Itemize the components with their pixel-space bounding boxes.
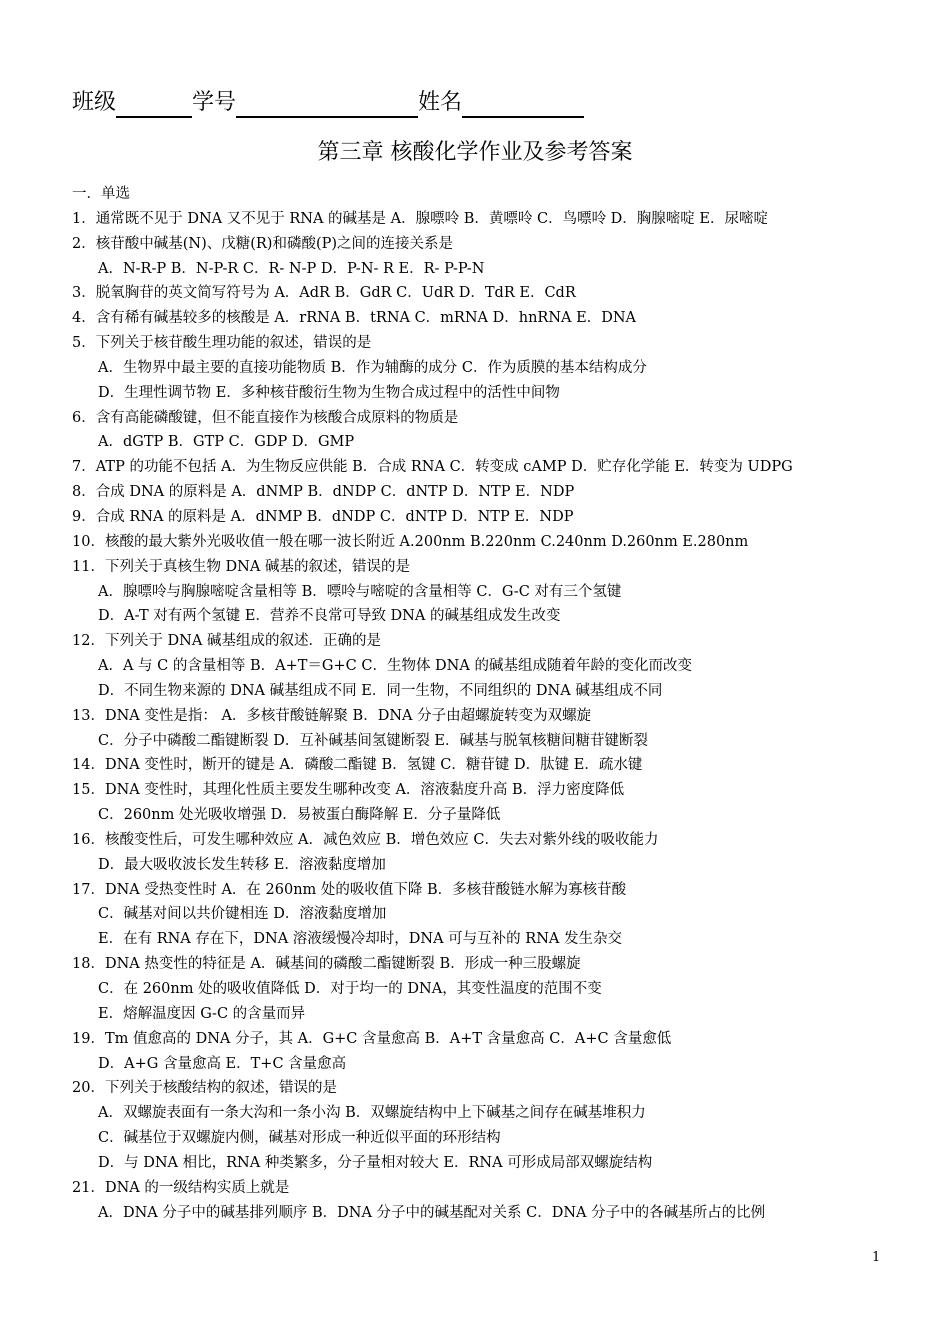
page-number: 1 — [872, 1250, 881, 1265]
option-line: D．生理性调节物 E．多种核苷酸衍生物为生物合成过程中的活性中间物 — [98, 384, 560, 401]
option-line: E．在有 RNA 存在下，DNA 溶液缓慢冷却时，DNA 可与互补的 RNA 发生杂交 — [98, 931, 622, 948]
option-line: D．A+G 含量愈高 E．T+C 含量愈高 — [98, 1055, 347, 1072]
question-list — [72, 182, 892, 1225]
option-line: D．A-T 对有两个氢键 E．营养不良常可导致 DNA 的碱基组成发生改变 — [98, 608, 561, 625]
option-line: D．不同生物来源的 DNA 碱基组成不同 E．同一生物，不同组织的 DNA 碱基组成不同 — [98, 682, 663, 699]
question-line: 9．合成 RNA 的原料是 A．dNMP B．dNDP C．dNTP D．NTP E．NDP — [72, 508, 574, 525]
option-line: A．腺嘌呤与胸腺嘧啶含量相等 B．嘌呤与嘧啶的含量相等 C．G-C 对有三个氢键 — [98, 583, 622, 600]
question-line: 18．DNA 热变性的特征是 A．碱基间的磷酸二酯键断裂 B．形成一种三股螺旋 — [72, 956, 581, 973]
question-line: 7．ATP 的功能不包括 A．为生物反应供能 B．合成 RNA C．转变成 cAMP D．贮存化学能 E．转变为 UDPG — [72, 459, 793, 476]
option-line: C．260nm 处光吸收增强 D．易被蛋白酶降解 E．分子量降低 — [98, 807, 501, 824]
question-line: 11．下列关于真核生物 DNA 碱基的叙述，错误的是 — [72, 558, 410, 575]
class-blank[interactable] — [116, 92, 192, 118]
option-line: E．熔解温度因 G-C 的含量而异 — [98, 1005, 306, 1022]
option-line: A．dGTP B．GTP C．GDP D．GMP — [98, 434, 355, 451]
question-line: 16．核酸变性后，可发生哪种效应 A．减色效应 B．增色效应 C．失去对紫外线的吸收能力 — [72, 831, 659, 848]
question-line: 19．Tm 值愈高的 DNA 分子，其 A．G+C 含量愈高 B．A+T 含量愈高 C．A+C 含量愈低 — [72, 1030, 672, 1047]
question-line: 20．下列关于核酸结构的叙述，错误的是 — [72, 1080, 337, 1097]
question-line: 6．含有高能磷酸键，但不能直接作为核酸合成原料的物质是 — [72, 409, 459, 426]
question-line: 一．单选 — [72, 186, 130, 202]
question-line: 3．脱氧胸苷的英文简写符号为 A．AdR B．GdR C．UdR D．TdR E．CdR — [72, 285, 576, 302]
option-line: D．与 DNA 相比，RNA 种类繁多，分子量相对较大 E．RNA 可形成局部双螺旋结构 — [98, 1154, 653, 1171]
name-label: 姓名 — [418, 90, 463, 115]
question-line: 2．核苷酸中碱基(N)、戊糖(R)和磷酸(P)之间的连接关系是 — [72, 235, 454, 252]
option-line: C．碱基对间以共价键相连 D．溶液黏度增加 — [98, 906, 387, 923]
option-line: A．双螺旋表面有一条大沟和一条小沟 B．双螺旋结构中上下碱基之间存在碱基堆积力 — [98, 1105, 646, 1122]
option-line: C．碱基位于双螺旋内侧，碱基对形成一种近似平面的环形结构 — [98, 1130, 501, 1147]
question-line: 13．DNA 变性是指： A．多核苷酸链解聚 B．DNA 分子由超螺旋转变为双螺旋 — [72, 707, 592, 724]
option-line: C．分子中磷酸二酯键断裂 D．互补碱基间氢键断裂 E．碱基与脱氧核糖间糖苷键断裂 — [98, 732, 649, 749]
question-line: 15．DNA 变性时，其理化性质主要发生哪种改变 A．溶液黏度升高 B．浮力密度降低 — [72, 782, 625, 799]
option-line: A．DNA 分子中的碱基排列顺序 B．DNA 分子中的碱基配对关系 C．DNA 分子中的各碱基所占的比例 — [98, 1204, 766, 1221]
option-line: A．生物界中最主要的直接功能物质 B．作为辅酶的成分 C．作为质膜的基本结构成分 — [98, 359, 647, 376]
option-line: C．在 260nm 处的吸收值降低 D．对于均一的 DNA，其变性温度的范围不变 — [98, 981, 602, 997]
question-line: 10．核酸的最大紫外光吸收值一般在哪一波长附近 A.200nm B.220nm C.240nm D.260nm E.280nm — [72, 533, 749, 550]
option-line: A．A 与 C 的含量相等 B．A+T＝G+C C．生物体 DNA 的碱基组成随着年龄的变化而改变 — [98, 658, 692, 675]
option-line: A．N-R-P B．N-P-R C．R- N-P D．P-N- R E．R- P-P-N — [98, 260, 485, 277]
class-label: 班级 — [72, 90, 117, 115]
question-line: 8．合成 DNA 的原料是 A．dNMP B．dNDP C．dNTP D．NTP E．NDP — [72, 484, 575, 501]
student-id-label: 学号 — [192, 90, 237, 115]
option-line: D．最大吸收波长发生转移 E．溶液黏度增加 — [98, 856, 386, 873]
page-title: 第三章 核酸化学作业及参考答案 — [317, 140, 633, 165]
question-line: 21．DNA 的一级结构实质上就是 — [72, 1179, 290, 1196]
question-line: 5．下列关于核苷酸生理功能的叙述，错误的是 — [72, 335, 372, 352]
question-line: 14．DNA 变性时，断开的键是 A．磷酸二酯键 B．氢键 C．糖苷键 D．肽键 E．疏水键 — [72, 757, 643, 774]
name-blank[interactable] — [462, 92, 584, 118]
question-line: 12．下列关于 DNA 碱基组成的叙述．正确的是 — [72, 633, 381, 650]
question-line: 4．含有稀有碱基较多的核酸是 A．rRNA B．tRNA C．mRNA D．hnRNA E．DNA — [72, 310, 636, 327]
question-line: 17．DNA 受热变性时 A．在 260nm 处的吸收值下降 B．多核苷酸链水解为寡核苷酸 — [72, 881, 627, 898]
question-line: 1．通常既不见于 DNA 又不见于 RNA 的碱基是 A．腺嘌呤 B．黄嘌呤 C．鸟嘌呤 D．胸腺嘧啶 E．尿嘧啶 — [72, 210, 768, 227]
student-info-header — [72, 88, 584, 118]
student-id-blank[interactable] — [236, 92, 418, 118]
